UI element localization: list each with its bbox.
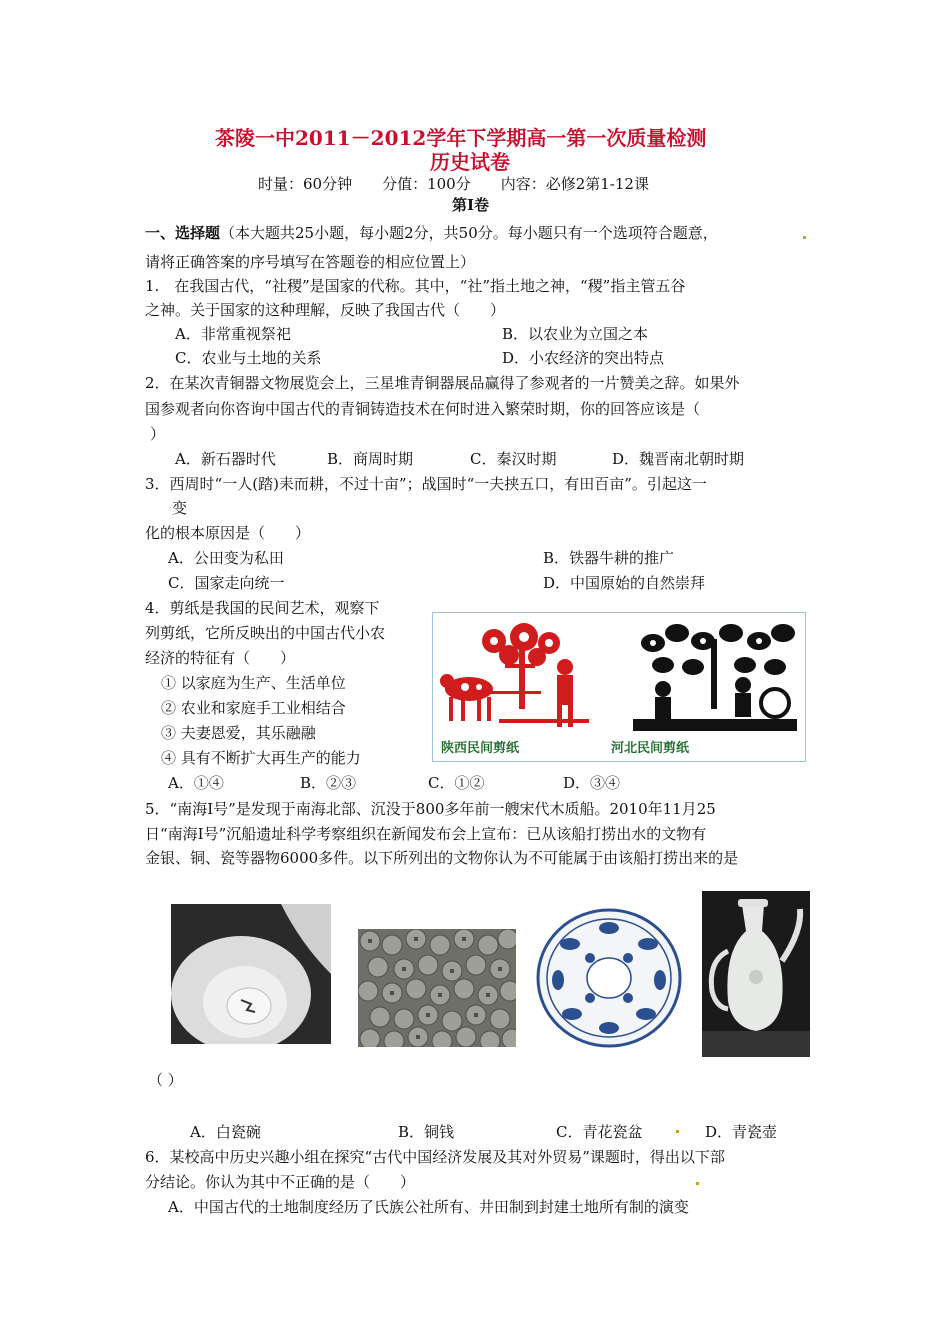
q3-option-b: B．铁器牛耕的推广 <box>543 549 675 567</box>
blue-white-porcelain-basin-image <box>536 908 682 1048</box>
q6-line1: 6．某校高中历史兴趣小组在探究“古代中国经济发展及其对外贸易”课题时，得出以下部 <box>145 1148 725 1166</box>
q3-line2: 变 <box>172 499 188 517</box>
q3-option-d: D．中国原始的自然崇拜 <box>543 574 706 592</box>
q5-line1: 5．“南海Ⅰ号”是发现于南海北部、沉没于800多年前一艘宋代木质船。2010年11月25 <box>145 800 716 818</box>
q5-option-d: D．青瓷壶 <box>705 1123 778 1141</box>
q5-option-b: B．铜钱 <box>398 1123 455 1141</box>
section1-intro-line1: （本大题共25小题，每小题2分，共50分。每小题只有一个选项符合题意， <box>220 224 718 242</box>
q3-line3: 化的根本原因是（ ） <box>145 524 311 542</box>
section1-intro-line2: 请将正确答案的序号填写在答题卷的相应位置上） <box>145 253 476 271</box>
white-porcelain-bowl-image <box>171 904 331 1044</box>
q2-option-a: A．新石器时代 <box>175 450 276 468</box>
q6-option-a: A．中国古代的土地制度经历了氏族公社所有、井田制到封建土地所有制的演变 <box>168 1198 689 1216</box>
section1-heading <box>145 221 718 245</box>
decorative-dot <box>803 236 806 239</box>
exam-meta: 时量：60分钟 分值：100分 内容：必修2第1-12课 <box>258 175 649 193</box>
q3-option-c: C．国家走向统一 <box>168 574 285 592</box>
q4-line2: 列剪纸，它所反映出的中国古代小农 <box>145 624 386 642</box>
q1-line1: 1. 在我国古代，“社稷”是国家的代称。其中，“社”指土地之神，“稷”指主管五谷 <box>145 277 686 295</box>
q2-line2: 国参观者向你咨询中国古代的青铜铸造技术在何时进入繁荣时期，你的回答应该是（ <box>145 400 701 418</box>
q2-option-d: D．魏晋南北朝时期 <box>612 450 745 468</box>
q1-option-b: B．以农业为立国之本 <box>502 325 649 343</box>
decorative-dot <box>696 1182 699 1185</box>
q4-line1: 4．剪纸是我国的民间艺术，观察下 <box>145 599 380 617</box>
papercut-figure <box>432 612 806 762</box>
q5-option-a: A．白瓷碗 <box>190 1123 261 1141</box>
q2-option-b: B．商周时期 <box>327 450 414 468</box>
q6-line2: 分结论。你认为其中不正确的是（ ） <box>145 1173 416 1191</box>
q2-line3: ） <box>150 425 166 443</box>
volume-label: 第Ⅰ卷 <box>452 196 490 214</box>
q4-line3: 经济的特征有（ ） <box>145 649 296 667</box>
q4-option-b: B．②③ <box>300 774 357 792</box>
q1-option-a: A．非常重视祭祀 <box>175 325 291 343</box>
q4-statement-1: ① 以家庭为生产、生活单位 <box>161 674 346 692</box>
q1-line2: 之神。关于国家的这种理解，反映了我国古代（ ） <box>145 301 506 319</box>
copper-coins-image <box>358 929 516 1047</box>
q4-statement-3: ③ 夫妻恩爱，其乐融融 <box>161 724 316 742</box>
hebei-papercut-image <box>633 619 797 731</box>
celadon-ewer-image <box>702 891 810 1057</box>
papercut-caption-shaanxi: 陕西民间剪纸 <box>441 741 520 756</box>
q4-statement-2: ② 农业和家庭手工业相结合 <box>161 699 346 717</box>
exam-title: 茶陵一中2011－2012学年下学期高一第一次质量检测 <box>215 126 707 150</box>
exam-subtitle: 历史试卷 <box>430 150 510 174</box>
decorative-dot <box>676 1130 679 1133</box>
q3-option-a: A．公田变为私田 <box>168 549 284 567</box>
section1-label: 一、选择题 <box>145 224 221 242</box>
q2-option-c: C．秦汉时期 <box>470 450 557 468</box>
q1-option-c: C．农业与土地的关系 <box>175 349 322 367</box>
q5-line3: 金银、铜、瓷等器物6000多件。以下所列出的文物你认为不可能属于由该船打捞出来的是 <box>145 849 739 867</box>
q5-line2: 日“南海Ⅰ号”沉船遗址科学考察组织在新闻发布会上宣布：已从该船打捞出水的文物有 <box>145 825 707 843</box>
q1-option-d: D．小农经济的突出特点 <box>502 349 665 367</box>
q4-option-d: D．③④ <box>563 774 621 792</box>
q3-line1: 3．西周时“一人(踏)耒而耕，不过十亩”；战国时“一夫挟五口，有田百亩”。引起这一 <box>145 475 707 493</box>
q4-option-a: A．①④ <box>168 774 224 792</box>
q5-paren: （ ） <box>148 1071 183 1089</box>
q4-option-c: C．①② <box>428 774 485 792</box>
q2-line1: 2．在某次青铜器文物展览会上，三星堆青铜器展品赢得了参观者的一片赞美之辞。如果外 <box>145 374 740 392</box>
papercut-caption-hebei: 河北民间剪纸 <box>611 741 690 756</box>
shaanxi-papercut-image <box>439 619 589 731</box>
q5-option-c: C．青花瓷盆 <box>556 1123 643 1141</box>
q4-statement-4: ④ 具有不断扩大再生产的能力 <box>161 749 361 767</box>
